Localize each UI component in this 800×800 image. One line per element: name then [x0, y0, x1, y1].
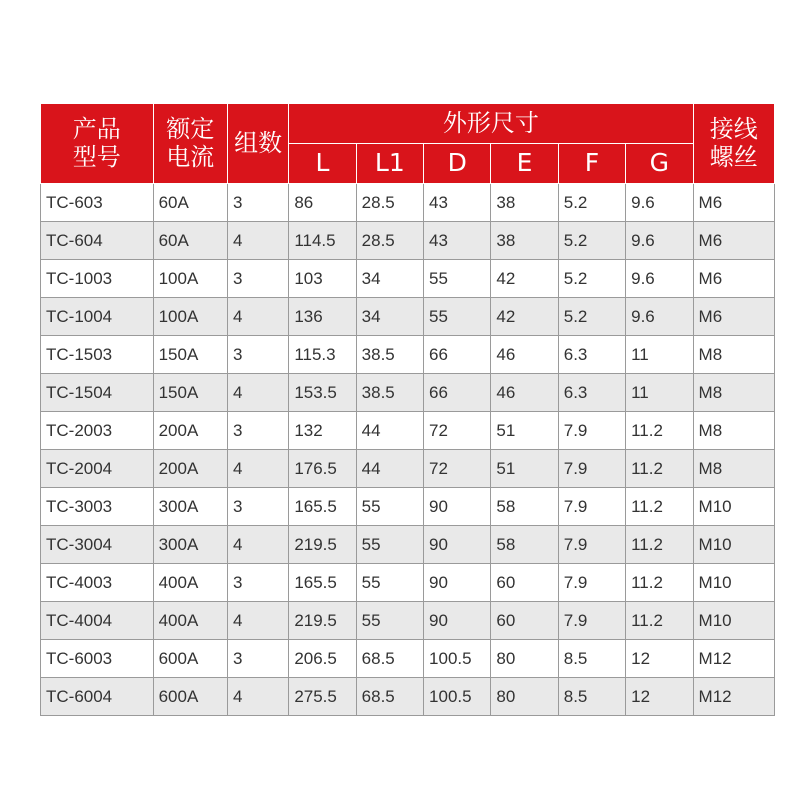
cell-rated-current: 300A: [153, 488, 227, 526]
cell-model: TC-2003: [41, 412, 154, 450]
cell-dim-l1: 55: [356, 602, 423, 640]
cell-rated-current: 100A: [153, 298, 227, 336]
cell-dim-l1: 44: [356, 450, 423, 488]
cell-dim-l: 115.3: [289, 336, 356, 374]
cell-dim-l: 176.5: [289, 450, 356, 488]
cell-dim-f: 6.3: [558, 336, 625, 374]
cell-dim-d: 72: [424, 450, 491, 488]
cell-dim-l1: 28.5: [356, 184, 423, 222]
cell-groups: 3: [227, 184, 288, 222]
cell-dim-l1: 55: [356, 564, 423, 602]
cell-dim-e: 60: [491, 602, 558, 640]
header-groups: 组数: [227, 104, 288, 184]
cell-dim-e: 42: [491, 298, 558, 336]
header-dim-l: L: [289, 144, 356, 184]
cell-dim-d: 66: [424, 336, 491, 374]
cell-dim-g: 9.6: [626, 260, 693, 298]
cell-screw: M10: [693, 564, 774, 602]
cell-dim-l1: 55: [356, 488, 423, 526]
cell-dim-l: 86: [289, 184, 356, 222]
cell-rated-current: 400A: [153, 602, 227, 640]
cell-dim-e: 60: [491, 564, 558, 602]
cell-groups: 4: [227, 526, 288, 564]
cell-dim-l: 153.5: [289, 374, 356, 412]
cell-dim-d: 90: [424, 564, 491, 602]
cell-rated-current: 100A: [153, 260, 227, 298]
cell-rated-current: 300A: [153, 526, 227, 564]
cell-dim-e: 80: [491, 678, 558, 716]
cell-dim-l1: 34: [356, 298, 423, 336]
cell-dim-d: 90: [424, 488, 491, 526]
cell-dim-g: 9.6: [626, 184, 693, 222]
table-row: [41, 222, 775, 260]
table-row: [41, 298, 775, 336]
cell-dim-f: 7.9: [558, 602, 625, 640]
cell-screw: M8: [693, 336, 774, 374]
cell-screw: M8: [693, 412, 774, 450]
table-row: [41, 564, 775, 602]
cell-groups: 4: [227, 374, 288, 412]
table-row: [41, 260, 775, 298]
cell-model: TC-1004: [41, 298, 154, 336]
cell-dim-l: 165.5: [289, 564, 356, 602]
cell-dim-e: 58: [491, 526, 558, 564]
cell-groups: 3: [227, 640, 288, 678]
cell-dim-e: 38: [491, 184, 558, 222]
cell-dim-f: 5.2: [558, 184, 625, 222]
header-dim-d: D: [424, 144, 491, 184]
cell-dim-l1: 34: [356, 260, 423, 298]
cell-model: TC-3003: [41, 488, 154, 526]
cell-model: TC-4003: [41, 564, 154, 602]
cell-dim-e: 80: [491, 640, 558, 678]
cell-dim-f: 7.9: [558, 526, 625, 564]
cell-dim-d: 66: [424, 374, 491, 412]
cell-dim-g: 12: [626, 640, 693, 678]
cell-groups: 3: [227, 564, 288, 602]
cell-model: TC-1503: [41, 336, 154, 374]
cell-dim-g: 11: [626, 336, 693, 374]
cell-screw: M10: [693, 526, 774, 564]
cell-dim-l1: 38.5: [356, 374, 423, 412]
cell-dim-l1: 68.5: [356, 640, 423, 678]
table-row: [41, 640, 775, 678]
cell-dim-d: 100.5: [424, 640, 491, 678]
cell-dim-l: 136: [289, 298, 356, 336]
cell-groups: 3: [227, 260, 288, 298]
cell-dim-l: 206.5: [289, 640, 356, 678]
table-row: [41, 412, 775, 450]
cell-rated-current: 600A: [153, 678, 227, 716]
cell-dim-f: 8.5: [558, 640, 625, 678]
cell-groups: 4: [227, 298, 288, 336]
cell-groups: 4: [227, 678, 288, 716]
cell-dim-l: 165.5: [289, 488, 356, 526]
cell-dim-l: 103: [289, 260, 356, 298]
cell-dim-g: 9.6: [626, 222, 693, 260]
cell-dim-f: 5.2: [558, 298, 625, 336]
table-row: [41, 602, 775, 640]
cell-dim-f: 7.9: [558, 450, 625, 488]
cell-dim-d: 90: [424, 526, 491, 564]
header-dim-l1: L1: [356, 144, 423, 184]
cell-dim-l1: 55: [356, 526, 423, 564]
table-row: [41, 678, 775, 716]
cell-dim-g: 11.2: [626, 488, 693, 526]
cell-dim-l: 132: [289, 412, 356, 450]
cell-dim-l: 219.5: [289, 526, 356, 564]
cell-dim-e: 58: [491, 488, 558, 526]
cell-groups: 4: [227, 602, 288, 640]
cell-rated-current: 200A: [153, 412, 227, 450]
header-rated-current: 额定 电流: [153, 104, 227, 184]
cell-dim-g: 12: [626, 678, 693, 716]
cell-dim-l: 219.5: [289, 602, 356, 640]
cell-dim-l: 114.5: [289, 222, 356, 260]
cell-groups: 4: [227, 450, 288, 488]
cell-dim-l1: 28.5: [356, 222, 423, 260]
cell-model: TC-1504: [41, 374, 154, 412]
cell-dim-f: 6.3: [558, 374, 625, 412]
cell-dim-e: 38: [491, 222, 558, 260]
cell-dim-g: 11.2: [626, 602, 693, 640]
table-row: [41, 488, 775, 526]
cell-dim-d: 43: [424, 222, 491, 260]
cell-screw: M8: [693, 374, 774, 412]
cell-dim-d: 55: [424, 298, 491, 336]
cell-screw: M6: [693, 260, 774, 298]
cell-dim-e: 51: [491, 450, 558, 488]
table-row: [41, 184, 775, 222]
header-dim-e: E: [491, 144, 558, 184]
cell-rated-current: 60A: [153, 184, 227, 222]
cell-rated-current: 150A: [153, 336, 227, 374]
cell-dim-f: 7.9: [558, 412, 625, 450]
cell-groups: 4: [227, 222, 288, 260]
cell-dim-f: 7.9: [558, 564, 625, 602]
cell-screw: M6: [693, 184, 774, 222]
cell-dim-f: 8.5: [558, 678, 625, 716]
cell-dim-d: 55: [424, 260, 491, 298]
cell-dim-f: 5.2: [558, 222, 625, 260]
cell-dim-g: 11.2: [626, 526, 693, 564]
cell-rated-current: 150A: [153, 374, 227, 412]
cell-dim-d: 100.5: [424, 678, 491, 716]
cell-model: TC-604: [41, 222, 154, 260]
cell-rated-current: 200A: [153, 450, 227, 488]
cell-dim-l1: 44: [356, 412, 423, 450]
cell-dim-d: 43: [424, 184, 491, 222]
header-screw: 接线 螺丝: [693, 104, 774, 184]
cell-model: TC-4004: [41, 602, 154, 640]
table-row: [41, 374, 775, 412]
cell-dim-f: 7.9: [558, 488, 625, 526]
cell-dim-e: 51: [491, 412, 558, 450]
cell-screw: M10: [693, 602, 774, 640]
cell-model: TC-1003: [41, 260, 154, 298]
cell-model: TC-2004: [41, 450, 154, 488]
cell-dim-e: 42: [491, 260, 558, 298]
cell-screw: M6: [693, 298, 774, 336]
table-row: [41, 336, 775, 374]
cell-screw: M6: [693, 222, 774, 260]
cell-dim-f: 5.2: [558, 260, 625, 298]
cell-screw: M12: [693, 640, 774, 678]
cell-dim-g: 9.6: [626, 298, 693, 336]
table-row: [41, 526, 775, 564]
cell-dim-e: 46: [491, 374, 558, 412]
cell-model: TC-6003: [41, 640, 154, 678]
cell-dim-d: 72: [424, 412, 491, 450]
cell-dim-l1: 68.5: [356, 678, 423, 716]
cell-groups: 3: [227, 488, 288, 526]
header-dimensions: 外形尺寸: [289, 104, 693, 144]
cell-model: TC-603: [41, 184, 154, 222]
table-row: [41, 450, 775, 488]
cell-rated-current: 60A: [153, 222, 227, 260]
cell-screw: M12: [693, 678, 774, 716]
cell-dim-l: 275.5: [289, 678, 356, 716]
cell-rated-current: 400A: [153, 564, 227, 602]
cell-rated-current: 600A: [153, 640, 227, 678]
header-model: 产品 型号: [41, 104, 154, 184]
cell-dim-l1: 38.5: [356, 336, 423, 374]
cell-groups: 3: [227, 412, 288, 450]
table-body: [41, 184, 775, 716]
cell-dim-d: 90: [424, 602, 491, 640]
cell-screw: M10: [693, 488, 774, 526]
header-dim-f: F: [558, 144, 625, 184]
cell-screw: M8: [693, 450, 774, 488]
cell-dim-g: 11: [626, 374, 693, 412]
cell-model: TC-3004: [41, 526, 154, 564]
header-dim-g: G: [626, 144, 693, 184]
cell-dim-g: 11.2: [626, 412, 693, 450]
cell-dim-e: 46: [491, 336, 558, 374]
cell-model: TC-6004: [41, 678, 154, 716]
table-header: [41, 104, 775, 184]
cell-groups: 3: [227, 336, 288, 374]
spec-table: [40, 103, 775, 716]
cell-dim-g: 11.2: [626, 564, 693, 602]
cell-dim-g: 11.2: [626, 450, 693, 488]
spec-table-container: [40, 103, 775, 716]
